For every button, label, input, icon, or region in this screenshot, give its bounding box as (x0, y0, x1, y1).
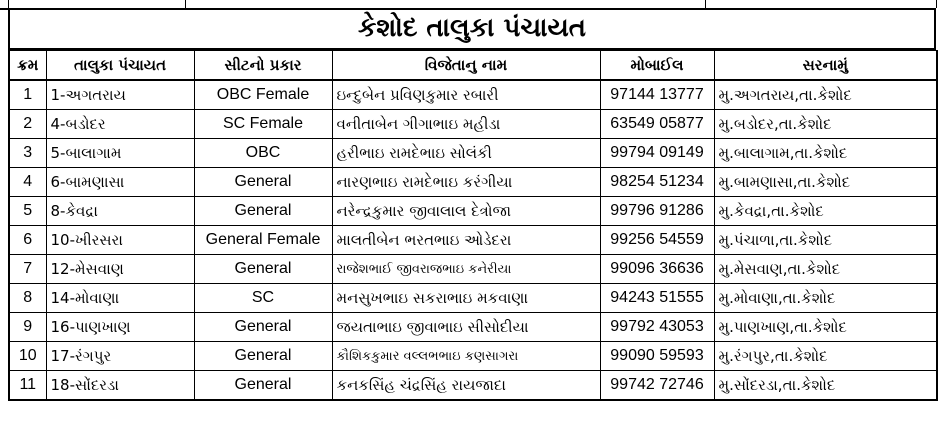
header-row (9, 51, 937, 81)
cell-winner-name: ઇન્દુબેન પ્રવિણકુમાર રબારી (332, 80, 600, 110)
cell-address: મુ.બડોદર,તા.કેશોદ (714, 110, 937, 139)
cell-address: મુ.સોંદરડા,તા.કેશોદ (714, 371, 937, 401)
cell-winner-name: કનકસિંહ ચંદ્રસિંહ રાયજાદા (332, 371, 600, 401)
cell-mobile: 98254 51234 (600, 168, 714, 197)
cell-seat-type: SC (194, 284, 332, 313)
cell-seat-type: General (194, 342, 332, 371)
cell-address: મુ.રંગપુર,તા.કેશોદ (714, 342, 937, 371)
cell-seat-type: OBC Female (194, 80, 332, 110)
cell-mobile: 99796 91286 (600, 197, 714, 226)
cell-sr: 4 (9, 168, 46, 197)
cell-seat: 8-કેવદ્રા (46, 197, 194, 226)
table-title: કેશોદ તાલુકા પંચાયત (8, 8, 936, 50)
cell-winner-name: જયતાભાઇ જીવાભાઇ સીસોદીયા (332, 313, 600, 342)
cell-winner-name: મનસુખભાઇ સકરાભાઇ મકવાણા (332, 284, 600, 313)
cell-sr: 10 (9, 342, 46, 371)
cell-mobile: 99742 72746 (600, 371, 714, 401)
cell-seat: 12-મેસવાણ (46, 255, 194, 284)
cell-address: મુ.મેસવાણ,તા.કેશોદ (714, 255, 937, 284)
cell-sr: 7 (9, 255, 46, 284)
column-divider (8, 0, 9, 8)
cell-seat-type: OBC (194, 139, 332, 168)
cell-seat-type: General (194, 255, 332, 284)
column-divider (185, 0, 186, 8)
cell-winner-name: નારણભાઇ રામદેભાઇ કરંગીયા (332, 168, 600, 197)
cell-address: મુ.પંચાળા,તા.કેશોદ (714, 226, 937, 255)
cell-seat: 14-મોવાણા (46, 284, 194, 313)
cell-seat: 1-અગતરાય (46, 80, 194, 110)
column-divider (705, 0, 706, 8)
table-row (9, 313, 937, 342)
cell-address: મુ.મોવાણા,તા.કેશોદ (714, 284, 937, 313)
cell-address: મુ.કેવદ્રા,તા.કેશોદ (714, 197, 937, 226)
cell-seat: 17-રંગપુર (46, 342, 194, 371)
cell-winner-name: વનીતાબેન ગીગાભાઇ મહીડા (332, 110, 600, 139)
cell-seat: 4-બડોદર (46, 110, 194, 139)
cell-seat-type: General (194, 313, 332, 342)
cell-address: મુ.અગતરાય,તા.કેશોદ (714, 80, 937, 110)
cell-seat-type: General Female (194, 226, 332, 255)
header-seat: તાલુકા પંચાયત (46, 51, 194, 81)
cell-sr: 2 (9, 110, 46, 139)
cell-winner-name: નરેન્દ્રકુમાર જીવાલાલ દેત્રોજા (332, 197, 600, 226)
cell-address: મુ.બાલાગામ,તા.કેશોદ (714, 139, 937, 168)
cell-mobile: 94243 51555 (600, 284, 714, 313)
cell-winner-name: રાજેશભાઈ જીવરાજભાઇ કનેરીયા (332, 255, 600, 284)
cell-seat: 16-પાણખાણ (46, 313, 194, 342)
header-sr: ક્રમ (9, 51, 46, 81)
table-row (9, 168, 937, 197)
table-row (9, 139, 937, 168)
cell-address: મુ.પાણખાણ,તા.કેશોદ (714, 313, 937, 342)
cell-seat-type: SC Female (194, 110, 332, 139)
table-row (9, 371, 937, 401)
table-row (9, 197, 937, 226)
cell-sr: 3 (9, 139, 46, 168)
cell-sr: 5 (9, 197, 46, 226)
results-table (8, 50, 938, 401)
cell-seat: 6-બામણાસા (46, 168, 194, 197)
cell-winner-name: માલતીબેન ભરતભાઇ ઓડેદરા (332, 226, 600, 255)
cell-address: મુ.બામણાસા,તા.કેશોદ (714, 168, 937, 197)
table-row (9, 80, 937, 110)
cell-mobile: 99256 54559 (600, 226, 714, 255)
cell-seat-type: General (194, 371, 332, 401)
header-mobile: મોબાઈલ (600, 51, 714, 81)
cell-mobile: 97144 13777 (600, 80, 714, 110)
cell-seat-type: General (194, 168, 332, 197)
cell-winner-name: હરીભાઇ રામદેભાઇ સોલંકી (332, 139, 600, 168)
cell-winner-name: કૌશિકકુમાર વલ્લભભાઇ કણસાગરા (332, 342, 600, 371)
cell-seat: 5-બાલાગામ (46, 139, 194, 168)
cell-mobile: 99090 59593 (600, 342, 714, 371)
cell-sr: 6 (9, 226, 46, 255)
cell-seat: 10-ખીરસરા (46, 226, 194, 255)
table-row (9, 110, 937, 139)
table-row (9, 284, 937, 313)
table-row (9, 226, 937, 255)
column-divider (936, 0, 937, 8)
header-winner-name: વિજેતાનુ નામ (332, 51, 600, 81)
cell-sr: 1 (9, 80, 46, 110)
cell-mobile: 99794 09149 (600, 139, 714, 168)
cell-mobile: 99792 43053 (600, 313, 714, 342)
header-seat-type: સીટનો પ્રકાર (194, 51, 332, 81)
cell-mobile: 63549 05877 (600, 110, 714, 139)
cell-seat: 18-સોંદરડા (46, 371, 194, 401)
table-row (9, 342, 937, 371)
table-row (9, 255, 937, 284)
header-address: સરનામું (714, 51, 937, 81)
cell-sr: 11 (9, 371, 46, 401)
cell-seat-type: General (194, 197, 332, 226)
cell-sr: 9 (9, 313, 46, 342)
cell-sr: 8 (9, 284, 46, 313)
cell-mobile: 99096 36636 (600, 255, 714, 284)
